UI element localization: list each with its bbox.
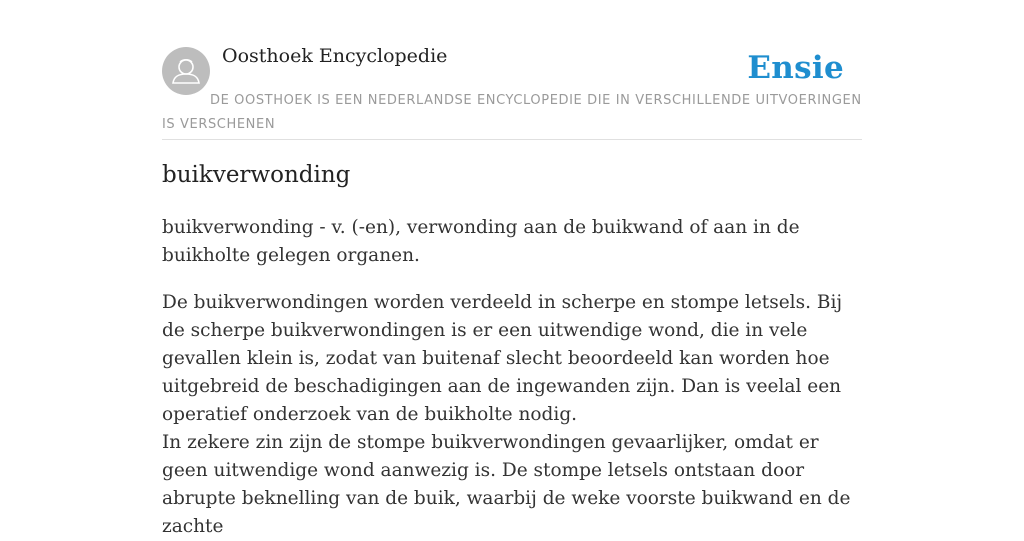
article-body [162, 214, 862, 541]
site-name[interactable]: Oosthoek Encyclopedie [222, 45, 448, 67]
user-silhouette-icon [162, 47, 210, 95]
site-header [162, 0, 862, 140]
page [162, 0, 862, 537]
avatar[interactable] [162, 47, 210, 95]
article-paragraph: De buikverwondingen worden verdeeld in scherpe en stompe letsels. Bij de scherpe buikverwondingen is er een uitwendige wond, die in vele gevallen klein is, zodat van buitenaf slecht beoordeeld kan worden hoe uitgebreid de beschadigingen aan de ingewanden zijn. Dan is veelal een operatief onderzoek van de buikholte nodig. [162, 292, 843, 425]
brand-logo[interactable]: Ensie [747, 50, 844, 86]
article-paragraph-definition: buikverwonding - v. (-en), verwonding aan de buikwand of aan in de buikholte gelegen organen. [162, 217, 800, 266]
article-paragraph: In zekere zin zijn de stompe buikverwondingen gevaarlijker, omdat er geen uitwendige wond aanwezig is. De stompe letsels ontstaan door abrupte beknelling van de buik, waarbij de weke voorste buikwand en de zachte [162, 432, 851, 537]
article-title: buikverwonding [162, 162, 351, 188]
site-tagline: DE OOSTHOEK IS EEN NEDERLANDSE ENCYCLOPEDIE DIE IN VERSCHILLENDE UITVOERINGEN IS VERSCHENEN [162, 93, 862, 132]
